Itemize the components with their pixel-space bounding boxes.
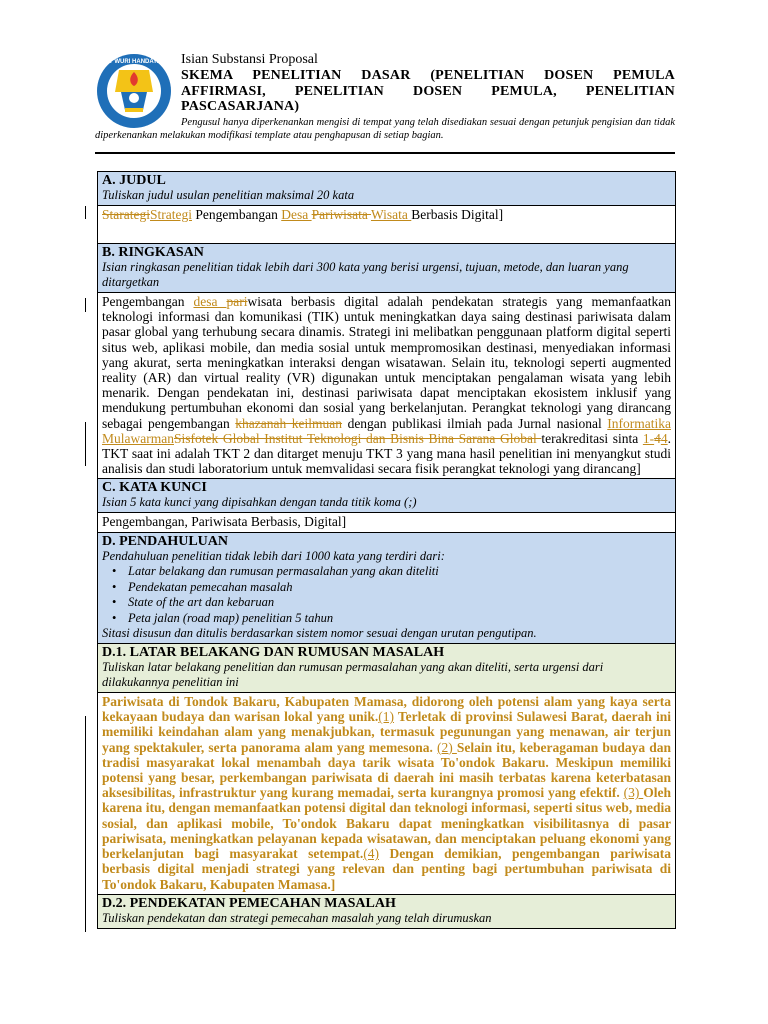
list-item: • Latar belakang dan rumusan permasalahan yang akan diteliti (128, 564, 671, 579)
section-title: D. PENDAHULUAN (102, 534, 228, 550)
section-instruction: Isian 5 kata kunci yang dipisahkan dengan tanda titik koma (;) (102, 495, 417, 510)
ringkasan-field[interactable]: Pengembangan desa pariwisata berbasis digital adalah pendekatan strategis yang memanfaatkan teknologi informasi dan komunikasi (TIK) untuk meningkatkan daya saing destinasi pariwisata dalam pasar global yang terhubung secara dinamis. Strategi ini melibatkan penggunaan platform digital seperti situs web, aplikasi mobile, dan media sosial untuk mempromosikan destinasi, menyediakan informasi yang akurat, serta meningkatkan interaksi dengan wisatawan. Selain itu, teknologi seperti augmented reality (AR) dan virtual reality (VR) digunakan untuk menciptakan pengalaman wisata yang lebih menarik. Dengan pendekatan ini, destinasi pariwisata dapat menciptakan ekosistem inklusif yang mendukung pertumbuhan ekonomi dan sosial yang berkelanjutan. Perangkat teknologi yang dirancang sebagai pengembangan khazanah keilmuan dengan publikasi ilmiah pada Jurnal nasional Informatika MulawarmanSisfotek Global Institut Teknologi dan Bisnis Bina Sarana Global terakreditasi sinta 1-44. TKT saat ini adalah TKT 2 dan ditarget menuju TKT 3 yang mana hasil penelitian ini menyangkut studi analisis dan studi laboratorium untuk memvalidasi secara fisik perangkat teknologi yang dirancang] (98, 293, 676, 479)
section-kata-kunci-header (98, 479, 676, 513)
instruction-note: Pengusul hanya diperkenankan mengisi di tempat yang telah disediakan sesuai dengan petunjuk pengisian dan tidak diperkenankan melakukan modifikasi template atau penghapusan di setiap bagian. (95, 117, 675, 141)
document-kind: Isian Substansi Proposal (181, 52, 318, 67)
kata-kunci-field[interactable]: Pengembangan, Pariwisata Berbasis, Digital] (98, 513, 676, 533)
list-item: • Pendekatan pemecahan masalah (128, 580, 671, 595)
change-bar (85, 298, 86, 312)
section-pendahuluan-header (98, 533, 676, 644)
section-title: D.1. LATAR BELAKANG DAN RUMUSAN MASALAH (102, 645, 445, 661)
change-bar (85, 716, 86, 932)
section-instruction: Tuliskan pendekatan dan strategi pemecahan masalah yang telah dirumuskan (102, 910, 492, 925)
scheme-title: SKEMA PENELITIAN DASAR (PENELITIAN DOSEN PEMULA AFFIRMASI, PENELITIAN DOSEN PEMULA, PENELITIAN PASCASARJANA) (181, 68, 675, 114)
section-instruction: Tuliskan judul usulan penelitian maksimal 20 kata (102, 188, 355, 202)
change-bar (85, 422, 86, 466)
judul-field[interactable]: StarategiStrategi Pengembangan Desa Pariwisata Wisata Berbasis Digital] (98, 206, 676, 244)
section-title: B. RINGKASAN (102, 245, 204, 260)
change-bar (85, 206, 86, 219)
proposal-table (97, 171, 676, 929)
section-instruction: Pendahuluan penelitian tidak lebih dari 1000 kata yang terdiri dari: (102, 549, 445, 564)
section-instruction: Tuliskan latar belakang penelitian dan rumusan permasalahan yang akan diteliti, serta urgensi dari dilakukannya penelitian ini (102, 660, 604, 690)
section-ringkasan-header (98, 244, 676, 293)
citation-note: Sitasi disusun dan ditulis berdasarkan sistem nomor sesuai dengan urutan pengutipan. (102, 626, 537, 641)
section-title: A. JUDUL (102, 173, 166, 188)
section-latar-header (98, 644, 676, 693)
section-instruction: Isian ringkasan penelitian tidak lebih dari 300 kata yang berisi urgensi, tujuan, metode, dan luaran yang ditargetkan (102, 260, 629, 289)
svg-text:TUT WURI HANDAYANI: TUT WURI HANDAYANI (101, 59, 167, 65)
list-item: • Peta jalan (road map) penelitian 5 tahun (128, 611, 671, 626)
pendahuluan-list (102, 564, 671, 626)
section-pendekatan-header (98, 894, 676, 928)
header-rule (95, 152, 675, 154)
section-judul-header (98, 172, 676, 206)
latar-field[interactable]: Pariwisata di Tondok Bakaru, Kabupaten Mamasa, didorong oleh potensi alam yang kaya serta kekayaan budaya dan warisan lokal yang unik.(1) Terletak di provinsi Sulawesi Barat, daerah ini memiliki keindahan alam yang menakjubkan, termasuk pegunungan yang menawan, air terjun yang spektakuler, serta panorama alam yang memesona. (2) Selain itu, keberagaman budaya dan tradisi masyarakat lokal menambah daya tarik wisata To'ondok Bakaru. Meskipun memiliki potensi yang besar, perkembangan pariwisata di daerah ini masih terbatas karena keterbatasan aksesibilitas, infrastruktur yang kurang memadai, serta kurangnya promosi yang efektif. (3) Oleh karena itu, dengan memanfaatkan potensi digital dan teknologi informasi, seperti situs web, media sosial, dan aplikasi mobile, To'ondok Bakaru dapat meningkatkan visibilitasnya di pasar pariwisata, meningkatkan pelayanan kepada wisatawan, dan menciptakan peluang ekonomi yang berkelanjutan bagi masyarakat setempat.(4) Dengan demikian, pengembangan pariwisata berbasis digital menjadi strategi yang relevan dan penting bagi pertumbuhan pariwisata di To'ondok Bakaru, Kabupaten Mamasa.] (98, 693, 676, 895)
section-title: D.2. PENDEKATAN PEMECAHAN MASALAH (102, 895, 396, 911)
section-title: C. KATA KUNCI (102, 480, 207, 496)
header-block (181, 52, 675, 115)
list-item: • State of the art dan kebaruan (128, 595, 671, 610)
